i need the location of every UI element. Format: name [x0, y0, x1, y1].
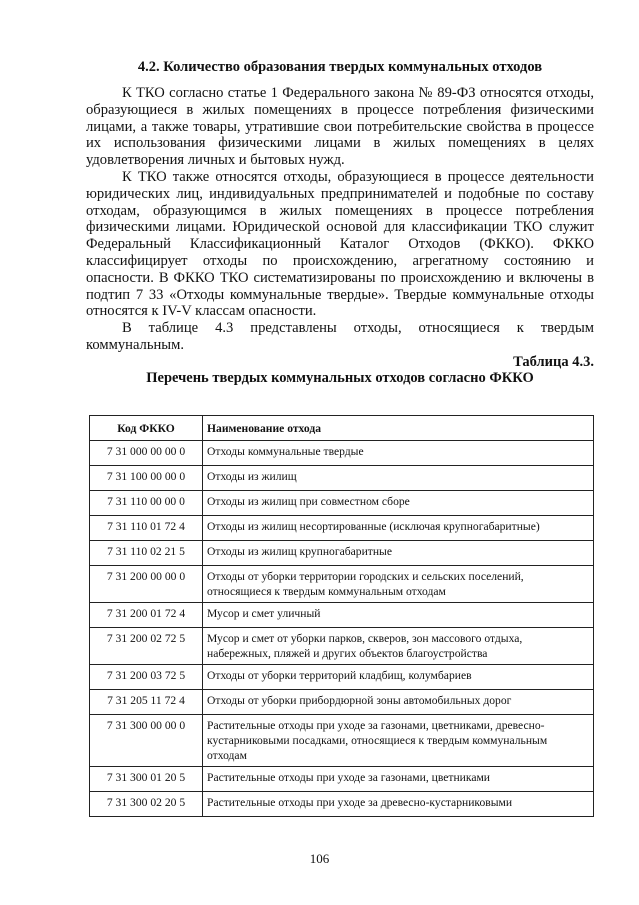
row-code: 7 31 200 02 72 5	[90, 628, 203, 665]
section-heading: 4.2. Количество образования твердых коммунальных отходов	[137, 59, 543, 75]
table-row	[90, 466, 594, 491]
table-number: Таблица 4.3.	[513, 353, 594, 370]
row-name: Растительные отходы при уходе за газонами, цветниками, древесно-кустарниковыми посадками, относящиеся к твердым коммунальным отходам	[203, 715, 594, 767]
table-row	[90, 566, 594, 603]
document-body	[86, 58, 594, 386]
paragraph-1: К ТКО согласно статье 1 Федерального закона № 89-ФЗ относятся отходы, образующиеся в жилых помещениях в процессе потребления физическими лицами, а также товары, утратившие свои потребительские свойства в процессе их использования физическими лицами в жилых помещениях в целях удовлетворения личных и бытовых нужд.	[86, 85, 594, 169]
row-name: Растительные отходы при уходе за древесно-кустарниковыми	[203, 792, 594, 817]
row-code: 7 31 200 03 72 5	[90, 665, 203, 690]
row-name: Отходы от уборки прибордюрной зоны автомобильных дорог	[203, 690, 594, 715]
table-row	[90, 767, 594, 792]
row-name: Мусор и смет уличный	[203, 603, 594, 628]
header-name: Наименование отхода	[203, 416, 594, 441]
table-row	[90, 628, 594, 665]
table-row	[90, 690, 594, 715]
row-code: 7 31 100 00 00 0	[90, 466, 203, 491]
row-name: Мусор и смет от уборки парков, скверов, зон массового отдыха, набережных, пляжей и других объектов благоустройства	[203, 628, 594, 665]
row-code: 7 31 300 00 00 0	[90, 715, 203, 767]
row-code: 7 31 300 01 20 5	[90, 767, 203, 792]
table-header-row	[90, 416, 594, 441]
row-name: Отходы из жилищ несортированные (исключая крупногабаритные)	[203, 516, 594, 541]
row-code: 7 31 200 01 72 4	[90, 603, 203, 628]
row-code: 7 31 300 02 20 5	[90, 792, 203, 817]
table-row	[90, 665, 594, 690]
row-name: Растительные отходы при уходе за газонами, цветниками	[203, 767, 594, 792]
page-number: 106	[309, 851, 330, 866]
row-code: 7 31 205 11 72 4	[90, 690, 203, 715]
header-code: Код ФККО	[90, 416, 203, 441]
table-row	[90, 441, 594, 466]
row-name: Отходы из жилищ	[203, 466, 594, 491]
table-row	[90, 541, 594, 566]
row-code: 7 31 110 02 21 5	[90, 541, 203, 566]
fkko-table	[89, 415, 594, 817]
row-code: 7 31 200 00 00 0	[90, 566, 203, 603]
paragraph-3: В таблице 4.3 представлены отходы, относящиеся к твердым коммунальным.	[86, 320, 594, 353]
row-name: Отходы коммунальные твердые	[203, 441, 594, 466]
row-code: 7 31 110 00 00 0	[90, 491, 203, 516]
row-name: Отходы из жилищ при совместном сборе	[203, 491, 594, 516]
table-row	[90, 715, 594, 767]
table-title: Перечень твердых коммунальных отходов согласно ФККО	[146, 369, 534, 386]
table-row	[90, 603, 594, 628]
table-row	[90, 491, 594, 516]
row-code: 7 31 110 01 72 4	[90, 516, 203, 541]
row-name: Отходы от уборки территорий кладбищ, колумбариев	[203, 665, 594, 690]
row-name: Отходы из жилищ крупногабаритные	[203, 541, 594, 566]
row-code: 7 31 000 00 00 0	[90, 441, 203, 466]
row-name: Отходы от уборки территории городских и сельских поселений, относящиеся к твердым коммунальным отходам	[203, 566, 594, 603]
paragraph-2: К ТКО также относятся отходы, образующиеся в процессе деятельности юридических лиц, индивидуальных предпринимателей и подобные по составу отходам, образующимся в жилых помещениях в процессе потребления физическими лицами. Юридической основой для классификации ТКО служит Федеральный Классификационный Каталог Отходов (ФККО). ФККО классифицирует отходы по происхождению, агрегатному состоянию и опасности. В ФККО ТКО систематизированы по происхождению и включены в подтип 7 33 «Отходы коммунальные твердые». Твердые коммунальные отходы относятся к IV-V классам опасности.	[86, 168, 594, 320]
table-row	[90, 792, 594, 817]
table-row	[90, 516, 594, 541]
